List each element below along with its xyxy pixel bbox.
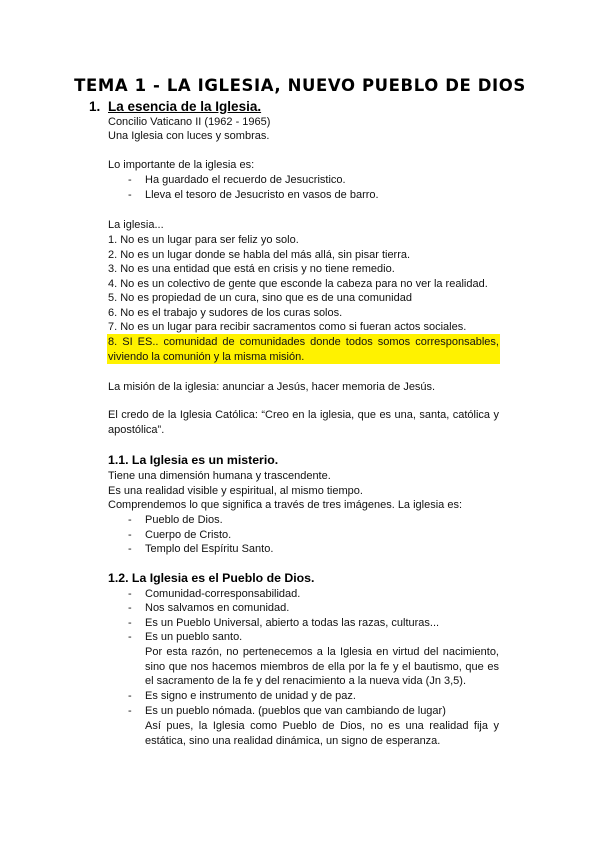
concilio-line: Concilio Vaticano II (1962 - 1965) xyxy=(108,116,271,128)
bullet-marker: - xyxy=(128,529,132,541)
bullet-marker: - xyxy=(128,588,132,600)
credo-paragraph: El credo de la Iglesia Católica: “Creo en la iglesia, que es una, santa, católica y apostólica”. xyxy=(108,409,499,436)
misterio-line: Comprendemos lo que significa a través de tres imágenes. La iglesia es: xyxy=(108,499,463,511)
bullet-marker: - xyxy=(128,514,132,526)
pueblo-item: Nos salvamos en comunidad. xyxy=(145,602,290,614)
pueblo-item: Es un Pueblo Universal, abierto a todas las razas, culturas... xyxy=(145,617,440,629)
bullet-marker: - xyxy=(128,189,132,201)
importante-intro: Lo importante de la iglesia es: xyxy=(108,159,255,171)
section-1-number: 1. xyxy=(89,99,101,114)
misterio-line: Es una realidad visible y espiritual, al mismo tiempo. xyxy=(108,485,363,497)
pueblo-item: Es un pueblo nómada. (pueblos que van cambiando de lugar) xyxy=(145,705,446,717)
bullet-marker: - xyxy=(128,602,132,614)
iglesia-item: 6. No es el trabajo y sudores de los curas solos. xyxy=(108,307,343,319)
importante-item: Ha guardado el recuerdo de Jesucristico. xyxy=(145,174,346,186)
luces-sombras-line: Una Iglesia con luces y sombras. xyxy=(108,130,270,142)
iglesia-intro: La iglesia... xyxy=(108,219,164,231)
bullet-marker: - xyxy=(128,631,132,643)
pueblo-item: Es un pueblo santo. xyxy=(145,631,243,643)
iglesia-item: 3. No es una entidad que está en crisis y no tiene remedio. xyxy=(108,263,395,275)
imagen-item: Cuerpo de Cristo. xyxy=(145,529,232,541)
pueblo-item: Es signo e instrumento de unidad y de paz. xyxy=(145,690,356,702)
bullet-marker: - xyxy=(128,543,132,555)
santo-paragraph: Por esta razón, no pertenecemos a la Iglesia en virtud del nacimiento, sino que nos hacemos miembros de ella por la fe y el bautismo, que es el sacramento de la fe y del renacimiento a la nueva vida (Jn 3,5). xyxy=(145,646,499,687)
pueblo-item: Comunidad-corresponsabilidad. xyxy=(145,588,301,600)
imagen-item: Pueblo de Dios. xyxy=(145,514,223,526)
section-1-title: La esencia de la Iglesia. xyxy=(108,99,262,114)
section-1-2-heading: 1.2. La Iglesia es el Pueblo de Dios. xyxy=(108,571,315,585)
iglesia-item: 4. No es un colectivo de gente que esconde la cabeza para no ver la realidad. xyxy=(108,278,488,290)
highlighted-item-8: 8. SI ES.. comunidad de comunidades donde todos somos corresponsables, viviendo la comunión y la misma misión. xyxy=(108,336,499,363)
bullet-marker: - xyxy=(128,174,132,186)
bullet-marker: - xyxy=(128,705,132,717)
section-1-1-heading: 1.1. La Iglesia es un misterio. xyxy=(108,453,279,467)
section-1-heading xyxy=(89,99,261,114)
misterio-line: Tiene una dimensión humana y trascendente. xyxy=(108,470,331,482)
iglesia-item: 5. No es propiedad de un cura, sino que es de una comunidad xyxy=(108,292,412,304)
importante-item: Lleva el tesoro de Jesucristo en vasos de barro. xyxy=(145,189,379,201)
mision-line: La misión de la iglesia: anunciar a Jesús, hacer memoria de Jesús. xyxy=(108,381,436,393)
bullet-marker: - xyxy=(128,690,132,702)
iglesia-item: 1. No es un lugar para ser feliz yo solo. xyxy=(108,234,299,246)
iglesia-item: 2. No es un lugar donde se habla del más allá, sin pisar tierra. xyxy=(108,249,411,261)
imagen-item: Templo del Espíritu Santo. xyxy=(145,543,274,555)
nomada-paragraph: Así pues, la Iglesia como Pueblo de Dios, no es una realidad fija y estática, sino una realidad dinámica, un signo de esperanza. xyxy=(145,720,499,747)
bullet-marker: - xyxy=(128,617,132,629)
document-title: TEMA 1 - LA IGLESIA, NUEVO PUEBLO DE DIOS xyxy=(74,76,526,95)
iglesia-item: 7. No es un lugar para recibir sacramentos como si fueran actos sociales. xyxy=(108,321,467,333)
